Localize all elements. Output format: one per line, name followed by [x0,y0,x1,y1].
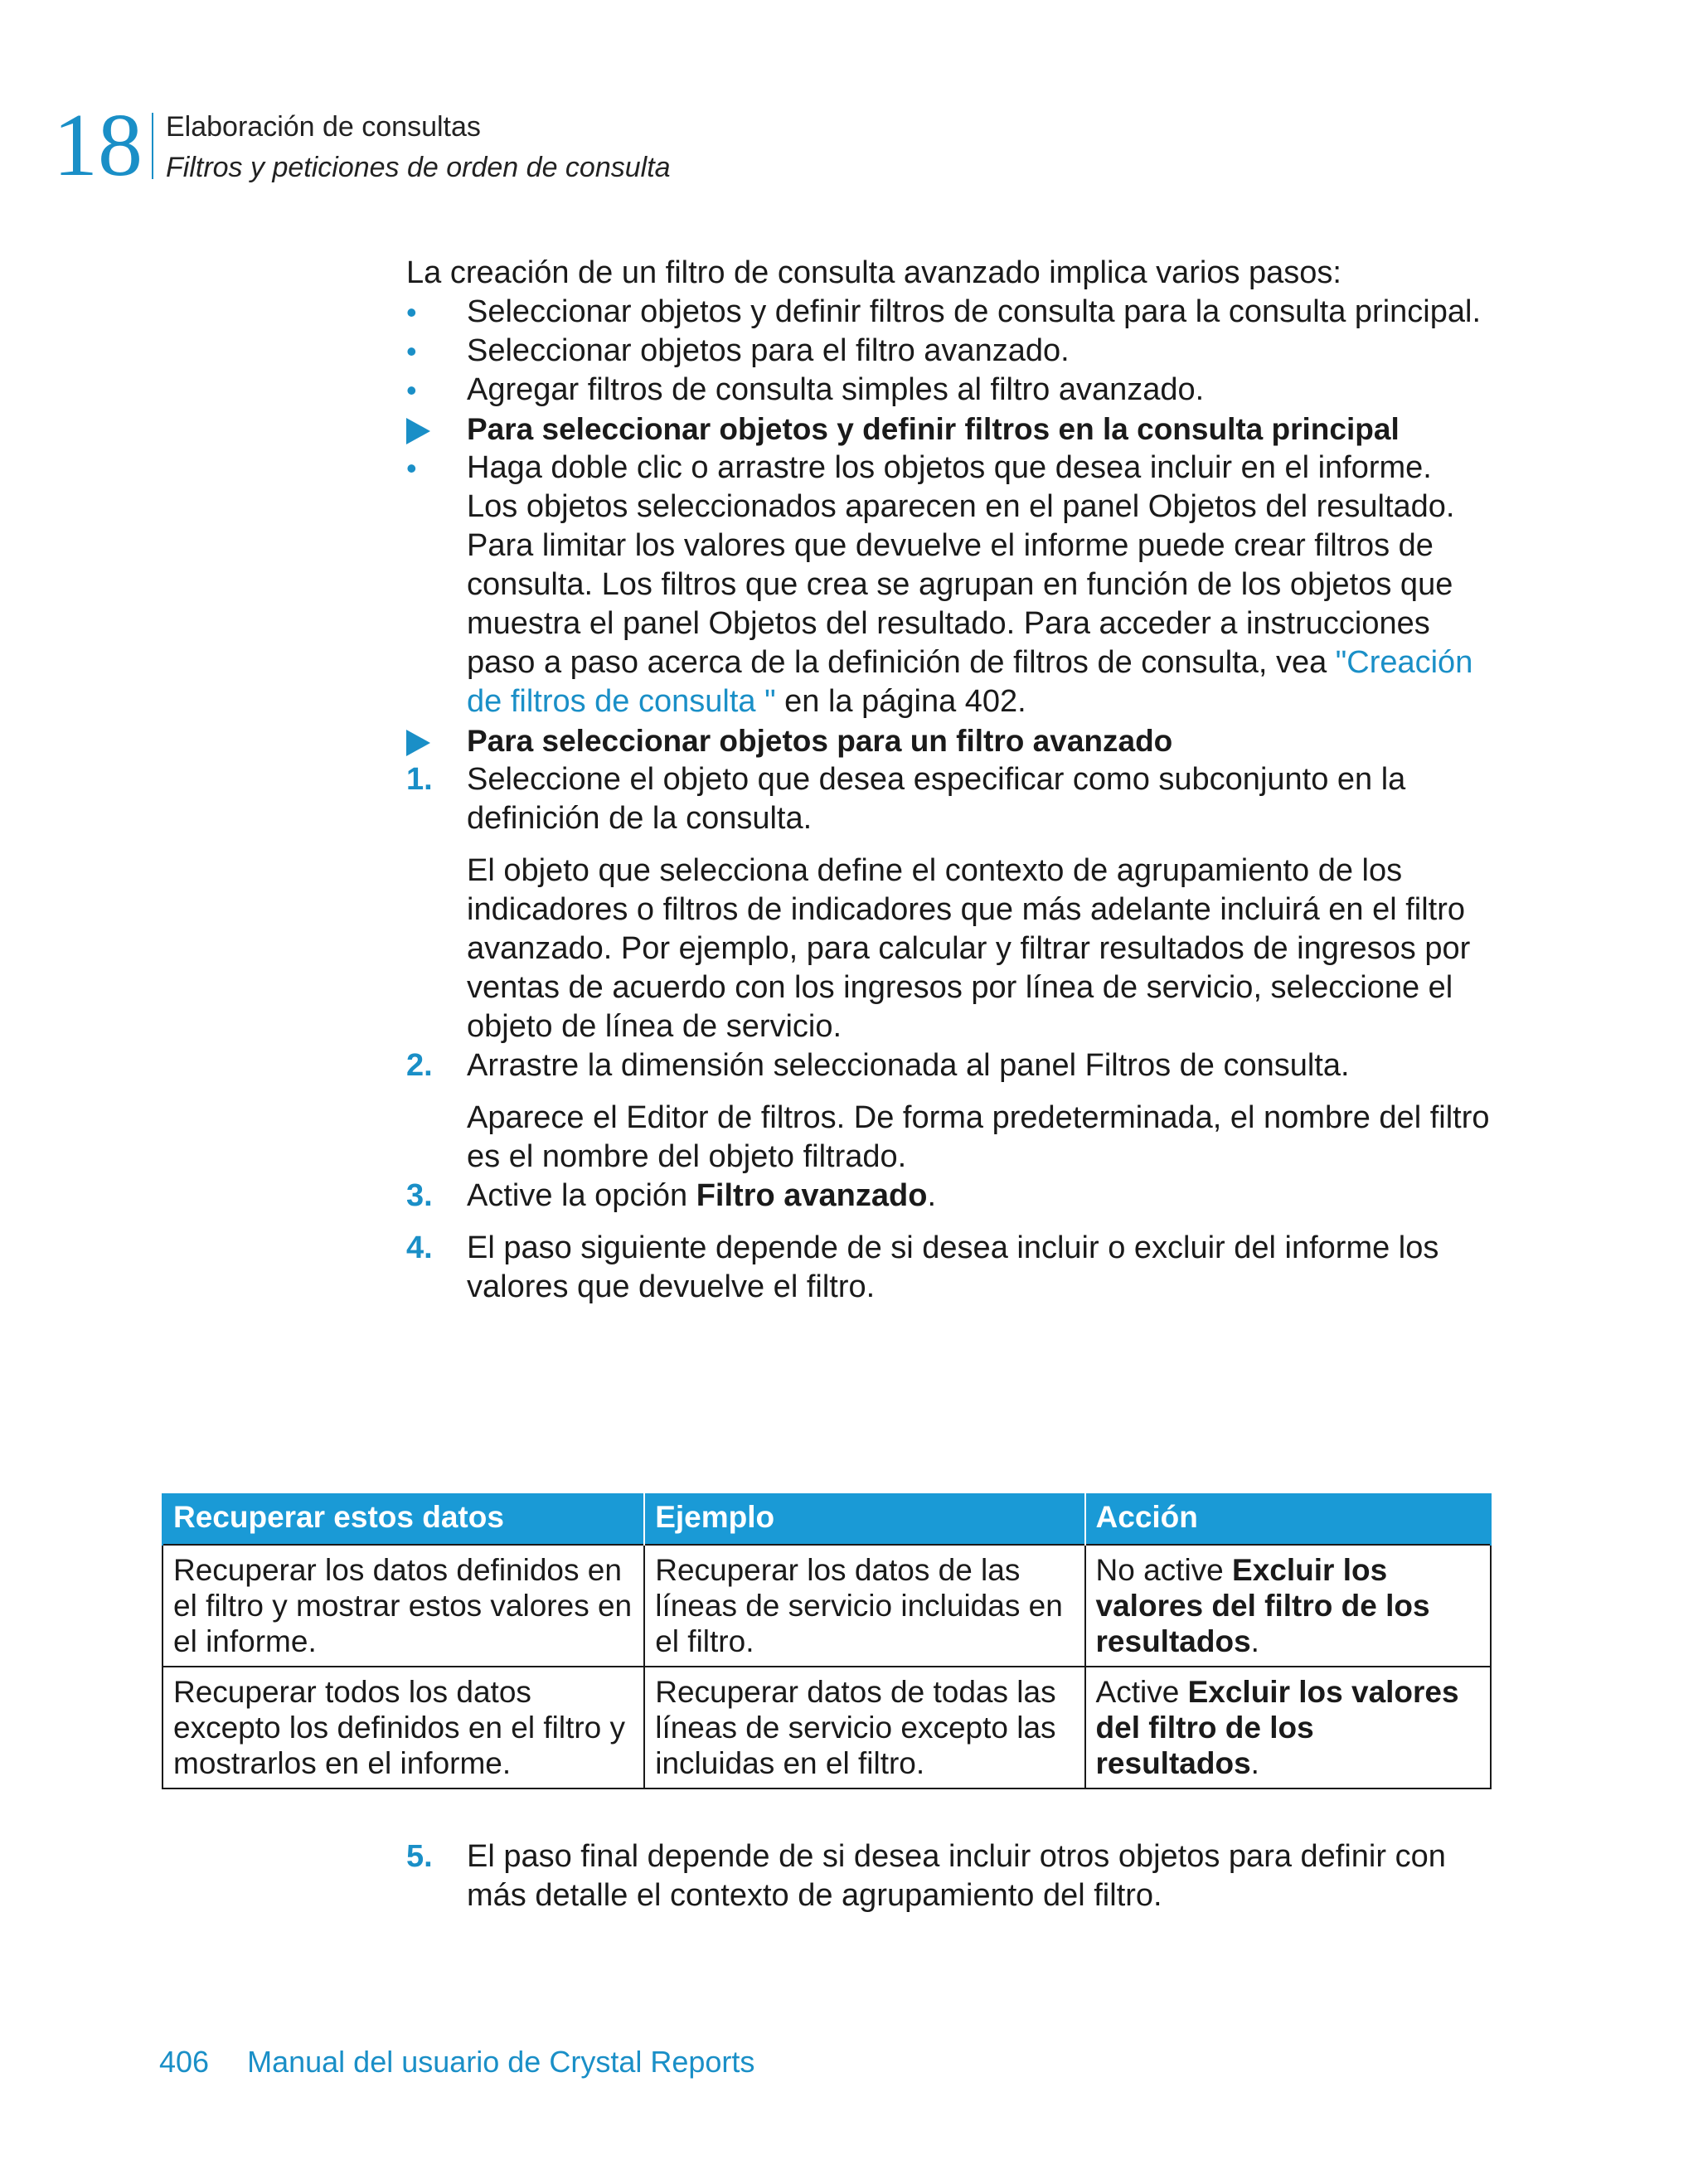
options-table [162,1493,1492,1789]
procedure-title: Para seleccionar objetos para un filtro avanzado [467,724,1173,758]
procedure-note [406,527,1501,721]
procedure-note: Los objetos seleccionados aparecen en el panel Objetos del resultado. [467,489,1455,524]
column-header: Recuperar estos datos [163,1493,644,1545]
chapter-title: Elaboración de consultas [166,111,481,143]
bullet-icon: • [406,373,417,407]
page-number: 406 [159,2045,210,2079]
bullet-icon: • [406,334,417,368]
intro-bullet [406,332,1501,371]
option-name: Filtro avanzado [696,1178,928,1213]
procedure-title: Para seleccionar objetos y definir filtros en la consulta principal [467,412,1400,446]
table-header-row [163,1493,1491,1545]
manual-title: Manual del usuario de Crystal Reports [247,2045,755,2079]
procedure-arrow-icon [406,418,430,444]
section-title: Filtros y peticiones de orden de consulta [166,152,671,183]
step-note: Aparece el Editor de filtros. De forma predeterminada, el nombre del filtro es el nombre del objeto filtrado. [467,1100,1490,1174]
step-number: 2. [406,1048,433,1083]
bullet-icon: • [406,295,417,329]
column-header: Ejemplo [644,1493,1084,1545]
table-cell: Recuperar datos de todas las líneas de servicio excepto las incluidas en el filtro. [644,1667,1084,1788]
note-text: Para limitar los valores que devuelve el informe puede crear filtros de consulta. Los filtros que crea se agrupan en función de los objetos que muestra el panel Objetos del resultado. Para acceder a instrucciones paso a paso acerca de la definición de filtros de consulta, vea [467,528,1453,680]
step-text: El paso siguiente depende de si desea incluir o excluir del informe los valores que devuelve el filtro. [467,1230,1439,1304]
table-cell [1085,1667,1491,1788]
step-text [467,1177,1501,1216]
cell-text: Active [1095,1675,1188,1709]
column-header: Acción [1085,1493,1491,1545]
table-row [163,1667,1491,1788]
step-number: 1. [406,762,433,797]
table-cell: Recuperar los datos definidos en el filtro y mostrar estos valores en el informe. [163,1545,644,1667]
procedure-bullet [406,449,1501,488]
cell-text: . [1250,1624,1259,1658]
cell-text: . [1250,1746,1259,1780]
procedure-step [406,1229,1501,1307]
bullet-text: Haga doble clic o arrastre los objetos que desea incluir en el informe. [467,450,1432,485]
step-text-part: . [927,1178,936,1213]
bullet-text: Seleccionar objetos para el filtro avanzado. [467,333,1070,368]
table-row [163,1545,1491,1667]
procedure-heading [406,721,1501,760]
procedure-step [406,760,1501,838]
table-cell: Recuperar los datos de las líneas de servicio incluidas en el filtro. [644,1545,1084,1667]
note-text: en la página 402. [775,684,1026,719]
bullet-text: Agregar filtros de consulta simples al filtro avanzado. [467,372,1205,407]
step-text: Seleccione el objeto que desea especificar como subconjunto en la definición de la consulta. [467,762,1406,836]
cross-reference-link[interactable]: "Creación de filtros de consulta " [467,645,1473,719]
procedure-step [406,1177,1501,1216]
procedure-step [406,1837,1501,1915]
cell-text: No active [1095,1553,1233,1587]
main-content [406,254,1501,1320]
intro-bullet [406,293,1501,332]
step-text-part: Active la opción [467,1178,696,1213]
table-cell: Recuperar todos los datos excepto los definidos en el filtro y mostrarlos en el informe. [163,1667,644,1788]
page-footer [159,2045,754,2080]
option-name: Excluir los valores del filtro de los resultados [1095,1553,1430,1658]
step-text: Arrastre la dimensión seleccionada al panel Filtros de consulta. [467,1048,1350,1083]
table-cell [1085,1545,1491,1667]
step-number: 4. [406,1230,433,1265]
intro-paragraph: La creación de un filtro de consulta avanzado implica varios pasos: [406,255,1341,290]
final-step-block [406,1806,1501,1947]
step-number: 3. [406,1178,433,1213]
step-text: El paso final depende de si desea incluir otros objetos para definir con más detalle el contexto de agrupamiento del filtro. [467,1839,1446,1913]
bullet-text: Seleccionar objetos y definir filtros de consulta para la consulta principal. [467,294,1481,329]
option-name: Excluir los valores del filtro de los resultados [1095,1675,1459,1780]
procedure-arrow-icon [406,730,430,756]
procedure-heading [406,410,1501,449]
step-note: El objeto que selecciona define el contexto de agrupamiento de los indicadores o filtros de indicadores que más adelante incluirá en el filtro avanzado. Por ejemplo, para calcular y filtrar resultados de ingresos por ventas de acuerdo con los ingresos por línea de servicio, seleccione el objeto de línea de servicio. [467,853,1471,1044]
step-number: 5. [406,1839,433,1874]
procedure-step [406,1046,1501,1085]
chapter-divider [152,113,153,179]
bullet-icon: • [406,451,417,485]
chapter-number: 18 [53,96,143,195]
intro-bullet [406,371,1501,410]
